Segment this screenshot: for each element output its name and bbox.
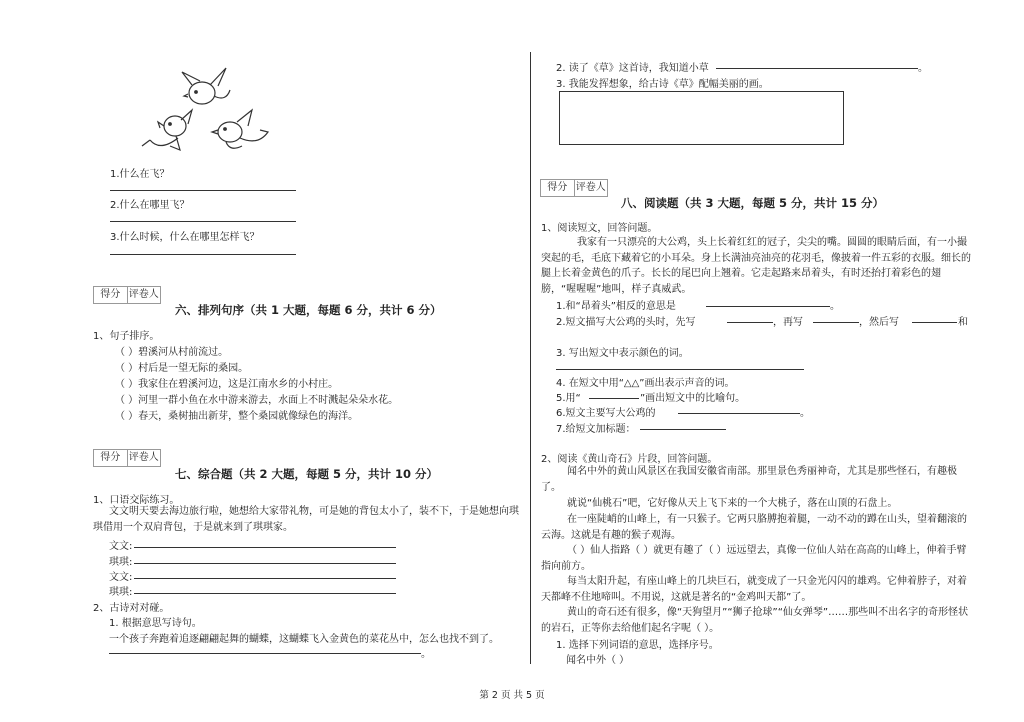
sentence-item: （ ）我家住在碧溪河边，这是江南水乡的小村庄。 xyxy=(115,379,339,390)
dialog-label: 琪琪: xyxy=(109,557,133,568)
section-7-q2-sub: 1. 根据意思写诗句。 xyxy=(109,618,202,629)
section-7-q1-text: 文文明天要去海边旅行啦，她想给大家带礼物，可是她的背包太小了，装不下，于是她想向琪琪借用一个双肩背包，于是就来到了琪琪家。 xyxy=(93,506,519,533)
drawing-box[interactable] xyxy=(559,91,844,145)
answer-line[interactable] xyxy=(716,68,918,69)
score-box xyxy=(540,179,608,197)
passage-para-3: 在一座陡峭的山峰上，有一只猴子。它两只胳膊抱着腿，一动不动的蹲在山头，望着翻滚的云海。这就是有趣的猴子观海。 xyxy=(541,514,967,541)
answer-line[interactable] xyxy=(110,221,296,222)
answer-line[interactable] xyxy=(678,413,800,414)
reading-sub-4: 4. 在短文中用“△△”画出表示声音的词。 xyxy=(556,378,735,389)
section-7-title: 七、综合题（共 2 大题，每题 5 分，共计 10 分） xyxy=(175,467,439,481)
question-when: 3.什么时候，什么在哪里怎样飞？ xyxy=(110,232,260,243)
section-8-q2: 2、阅读《黄山奇石》片段，回答问题。 xyxy=(541,454,718,465)
grader-label: 评卷人 xyxy=(574,180,608,196)
reading-sub-5: 5.用“ xyxy=(556,393,581,404)
passage-para-6: 黄山的奇石还有很多，像“天狗望月”“狮子抢球”“仙女弹琴”……那些叫不出名字的奇形怪状的岩石，正等你去给他们起名字呢（ ）。 xyxy=(541,607,969,634)
section-7-q2-text: 一个孩子奔跑着追逐翩翩起舞的蝴蝶，这蝴蝶飞入金黄色的菜花丛中，怎么也找不到了。 xyxy=(109,634,499,645)
question-fly-where: 2.什么在哪里飞？ xyxy=(110,200,190,211)
reading-sub-3: 3. 写出短文中表示颜色的词。 xyxy=(556,348,689,359)
passage-para-2: 就说“仙桃石”吧，它好像从天上飞下来的一个大桃子，落在山顶的石盘上。 xyxy=(567,498,898,509)
dialog-label: 文文: xyxy=(109,572,133,583)
reading-sub-2-c: ，然后写 xyxy=(859,317,899,328)
reading-sub-2-d: 和 xyxy=(958,317,968,328)
answer-line[interactable] xyxy=(110,190,296,191)
reading-sub-1-end: 。 xyxy=(830,301,840,312)
dialog-line[interactable] xyxy=(134,593,396,594)
dialog-label: 琪琪: xyxy=(109,587,133,598)
section-7-q2: 2、古诗对对碰。 xyxy=(93,603,170,614)
grader-label: 评卷人 xyxy=(127,450,161,466)
score-box xyxy=(93,449,161,467)
section-6-title: 六、排列句序（共 1 大题，每题 6 分，共计 6 分） xyxy=(175,303,442,317)
reading-sub-1: 1.和“昂着头”相反的意思是 xyxy=(556,301,676,312)
dialog-line[interactable] xyxy=(134,578,396,579)
section-8-q2-sub1: 1. 选择下列词语的意思，选择序号。 xyxy=(556,640,719,651)
sentence-item: （ ）春天，桑树抽出新芽，整个桑园就像绿色的海洋。 xyxy=(115,411,359,422)
question-fly-what: 1.什么在飞？ xyxy=(110,169,170,180)
grass-q2: 2. 读了《草》这首诗，我知道小草 xyxy=(556,63,709,74)
page-footer: 第 2 页 共 5 页 xyxy=(479,690,545,701)
section-8-q2-word: 闻名中外（ ） xyxy=(566,655,630,666)
reading-sub-6: 6.短文主要写大公鸡的 xyxy=(556,408,656,419)
column-divider xyxy=(530,52,531,664)
answer-line[interactable] xyxy=(727,322,773,323)
birds-illustration xyxy=(130,60,280,165)
reading-sub-2-b: ，再写 xyxy=(773,317,803,328)
sentence-item: （ ）村后是一望无际的桑园。 xyxy=(115,363,249,374)
poem-answer-line[interactable] xyxy=(109,653,421,654)
section-6-intro: 1、句子排序。 xyxy=(93,331,160,342)
section-7-q1: 1、口语交际练习。 xyxy=(93,495,180,506)
score-box xyxy=(93,286,161,304)
grass-q3: 3. 我能发挥想象，给古诗《草》配幅美丽的画。 xyxy=(556,79,769,90)
answer-line[interactable] xyxy=(912,322,957,323)
grader-label: 评卷人 xyxy=(127,287,161,303)
sentence-item: （ ）碧溪河从村前流过。 xyxy=(115,347,229,358)
section-8-title: 八、阅读题（共 3 大题，每题 5 分，共计 15 分） xyxy=(621,196,885,210)
passage-para-4: （ ）仙人指路（ ）就更有趣了（ ）远远望去，真像一位仙人站在高高的山峰上，伸着手臂指向前方。 xyxy=(541,545,967,572)
dialog-line[interactable] xyxy=(134,547,396,548)
answer-line[interactable] xyxy=(706,306,830,307)
reading-sub-5-b: ”画出短文中的比喻句。 xyxy=(640,393,746,404)
score-label: 得分 xyxy=(100,452,121,463)
score-label: 得分 xyxy=(547,182,568,193)
grass-q2-end: 。 xyxy=(918,63,928,74)
answer-line[interactable] xyxy=(110,254,296,255)
poem-answer-end: 。 xyxy=(421,649,431,660)
answer-line[interactable] xyxy=(589,398,639,399)
answer-line[interactable] xyxy=(556,369,804,370)
answer-line[interactable] xyxy=(640,429,726,430)
passage-para-5: 每当太阳升起，有座山峰上的几块巨石，就变成了一只金光闪闪的雄鸡。它伸着脖子，对着天都峰不住地啼叫。不用说，这就是著名的“金鸡叫天都”了。 xyxy=(541,576,967,603)
reading-sub-6-end: 。 xyxy=(800,408,810,419)
dialog-label: 文文: xyxy=(109,541,133,552)
answer-line[interactable] xyxy=(813,322,859,323)
section-8-q1: 1、阅读短文，回答问题。 xyxy=(541,223,658,234)
score-label: 得分 xyxy=(100,289,121,300)
passage-para-1: 闻名中外的黄山风景区在我国安徽省南部。那里景色秀丽神奇，尤其是那些怪石，有趣极了。 xyxy=(541,466,957,493)
sentence-item: （ ）河里一群小鱼在水中游来游去，水面上不时溅起朵朵水花。 xyxy=(115,395,399,406)
passage-rooster: 我家有一只漂亮的大公鸡，头上长着红红的冠子，尖尖的嘴。圆圆的眼睛后面，有一小撮突起的毛，毛底下藏着它的小耳朵。身上长满油亮油亮的花羽毛，像披着一件五彩的衣服。细长的腿上长着金黄色的爪子。长长的尾巴向上翘着。它走起路来昂着头，有时还抬打着彩色的翅膀，“喔喔喔”地叫，样子真威武。 xyxy=(541,237,971,295)
reading-sub-2: 2.短文描写大公鸡的头时，先写 xyxy=(556,317,696,328)
dialog-line[interactable] xyxy=(134,563,396,564)
reading-sub-7: 7.给短文加标题： xyxy=(556,424,636,435)
